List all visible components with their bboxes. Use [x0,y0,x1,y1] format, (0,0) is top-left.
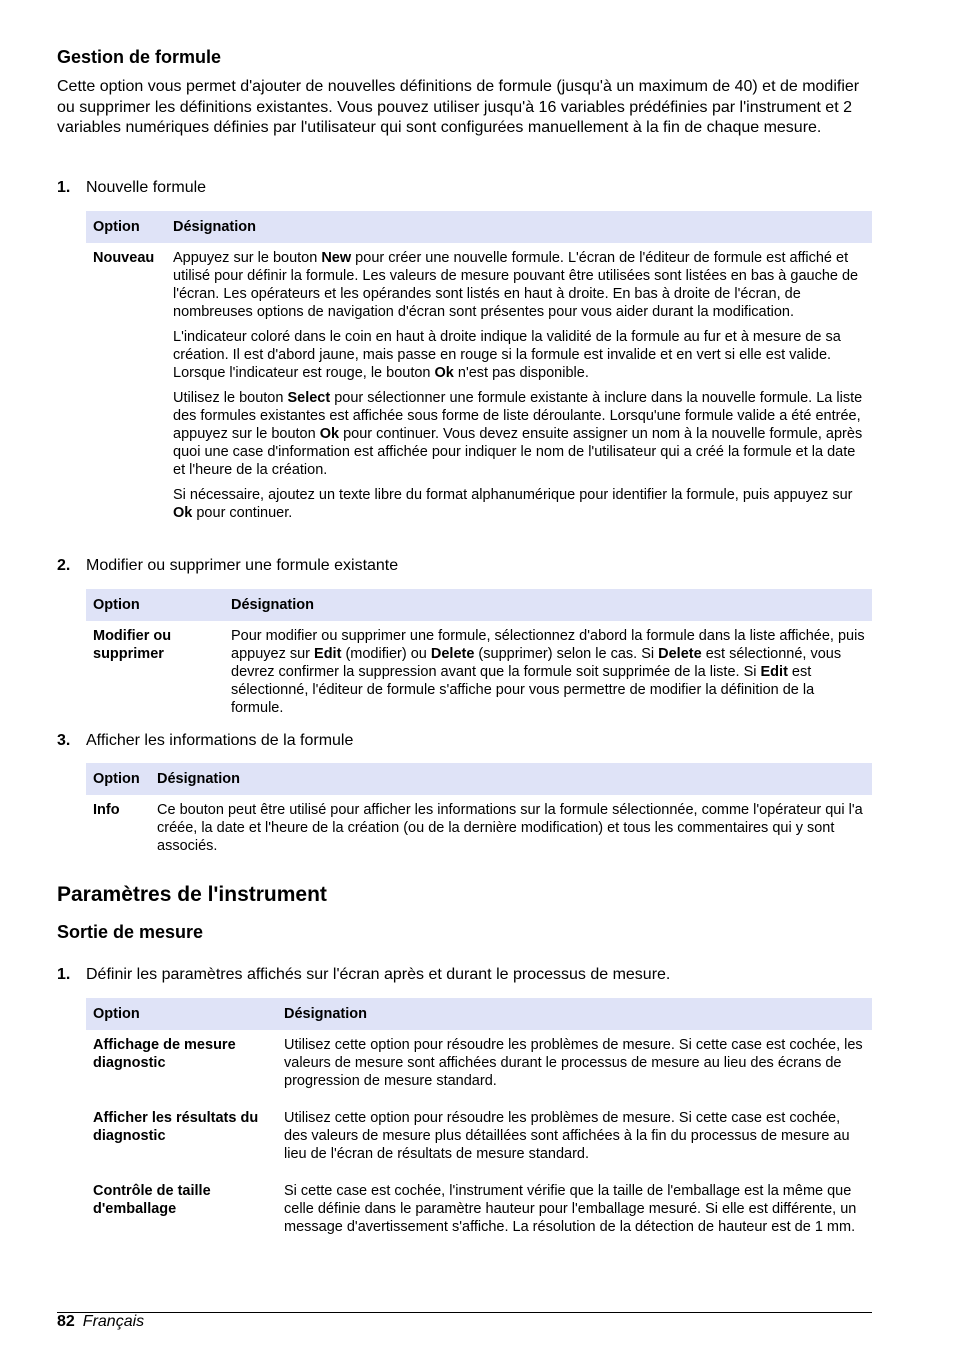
table-row [86,1030,872,1103]
step-1 [57,178,206,198]
option-cell: Affichage de mesure diagnostic [93,1037,236,1071]
column-header-designation: Désignation [150,763,872,795]
step-1-output [57,965,670,985]
designation-cell: Utilisez cette option pour résoudre les problèmes de mesure. Si cette case est cochée, les valeurs de mesure sont affichées durant le processus de mesure au lieu des écrans de progression de mesure standard. [284,1037,863,1089]
option-cell: Afficher les résultats du diagnostic [93,1110,259,1144]
table-row [86,1103,872,1176]
page-footer [57,1312,144,1332]
column-header-option: Option [86,211,166,243]
step-number: 1. [57,966,71,983]
table-edit-formula [86,589,872,721]
table-row [86,795,872,859]
section-heading-formula: Gestion de formule [57,47,222,67]
step-text: Nouvelle formule [86,179,207,196]
paragraph: Si nécessaire, ajoutez un texte libre du format alphanumérique pour identifier la formule, puis appuyez sur Ok pour continuer. [173,487,853,521]
designation-cell [150,795,872,859]
column-header-designation: Désignation [166,211,872,243]
step-number: 3. [57,732,71,749]
table-new-formula [86,211,872,526]
paragraph: Appuyez sur le bouton New pour créer une nouvelle formule. L'écran de l'éditeur de formule est affiché et utilisé pour définir la formule. Les valeurs de mesure pouvant être utilisées sont listées en bas à gauche de l'écran. Les opérateurs et les opérandes sont listés en haut à droite. En bas à droite de l'écran, de nombreuses options de navigation d'écran sont présentes pour vous aider durant la modification. [173,250,859,320]
option-cell: Contrôle de taille d'emballage [93,1183,211,1217]
paragraph: Ce bouton peut être utilisé pour afficher les informations sur la formule sélectionnée, comme l'opérateur qui l'a créée, la date et l'heure de la création (ou de la dernière modification) et tous les commentaires qui y sont associés. [157,802,863,854]
column-header-designation: Désignation [277,998,872,1030]
paragraph: Pour modifier ou supprimer une formule, sélectionnez d'abord la formule dans la liste affichée, puis appuyez sur Edit (modifier) ou Delete (supprimer) selon le cas. Si Delete est sélectionné, vous devrez confirmer la suppression avant que la formule soit supprimée de la liste. Si Edit est sélectionné, l'éditeur de formule s'affiche pour vous permettre de modifier la définition de la formule. [231,628,865,716]
option-cell: Info [93,802,120,818]
table-row [86,243,872,526]
paragraph: L'indicateur coloré dans le coin en haut à droite indique la validité de la formule au fur et à mesure de sa création. Il est d'abord jaune, mais passe en rouge si la formule est invalide et en vert si elle est valide. Lorsque l'indicateur est rouge, le bouton Ok n'est pas disponible. [173,329,841,381]
table-measure-output [86,998,872,1240]
page-number: 82 [57,1313,75,1330]
subsection-heading-output: Sortie de mesure [57,922,204,942]
step-number: 1. [57,179,71,196]
designation-cell: Utilisez cette option pour résoudre les problèmes de mesure. Si cette case est cochée, des valeurs de mesure plus détaillées sont affichées à la fin du processus de mesure au lieu de l'écran de résultats de mesure standard. [284,1110,850,1162]
table-formula-info [86,763,872,859]
designation-cell [166,243,872,526]
column-header-option: Option [86,589,224,621]
step-2 [57,556,398,576]
paragraph: Utilisez le bouton Select pour sélectionner une formule existante à inclure dans la nouvelle formule. La liste des formules existantes est affichée sous forme de liste déroulante. Lorsqu'une formule valide a été entrée, appuyez sur le bouton Ok pour continuer. Vous devez ensuite assigner un nom à la nouvelle formule, après quoi une case d'information est affichée pour indiquer le nom de l'utilisateur qui a créé la formule et la date et l'heure de la création. [173,390,863,478]
column-header-option: Option [86,998,277,1030]
step-text: Modifier ou supprimer une formule existante [86,557,399,574]
table-row [86,1176,872,1240]
table-row [86,621,872,721]
option-cell: Modifier ou supprimer [93,628,172,662]
column-header-option: Option [86,763,150,795]
intro-paragraph: Cette option vous permet d'ajouter de nouvelles définitions de formule (jusqu'à un maximum de 40) et de modifier ou supprimer les définitions existantes. Vous pouvez utiliser jusqu'à 16 variables prédéfinies par l'instrument et 2 variables numériques définies par l'utilisateur qui sont configurées manuellement à la fin de chaque mesure. [57,78,860,136]
step-text: Définir les paramètres affichés sur l'écran après et durant le processus de mesure. [86,966,671,983]
designation-cell: Si cette case est cochée, l'instrument vérifie que la taille de l'emballage est la même que celle définie dans le paramètre hauteur pour l'emballage mesuré. Si elle est différente, un message d'avertissement s'affiche. La résolution de la détection de hauteur est de 1 mm. [284,1183,857,1235]
step-3 [57,731,353,751]
step-text: Afficher les informations de la formule [86,732,354,749]
footer-rule [57,1312,872,1313]
column-header-designation: Désignation [224,589,872,621]
footer-language: Français [82,1313,145,1330]
designation-cell [224,621,872,721]
option-cell: Nouveau [93,250,155,266]
step-number: 2. [57,557,71,574]
section-heading-instrument: Paramètres de l'instrument [57,883,327,906]
